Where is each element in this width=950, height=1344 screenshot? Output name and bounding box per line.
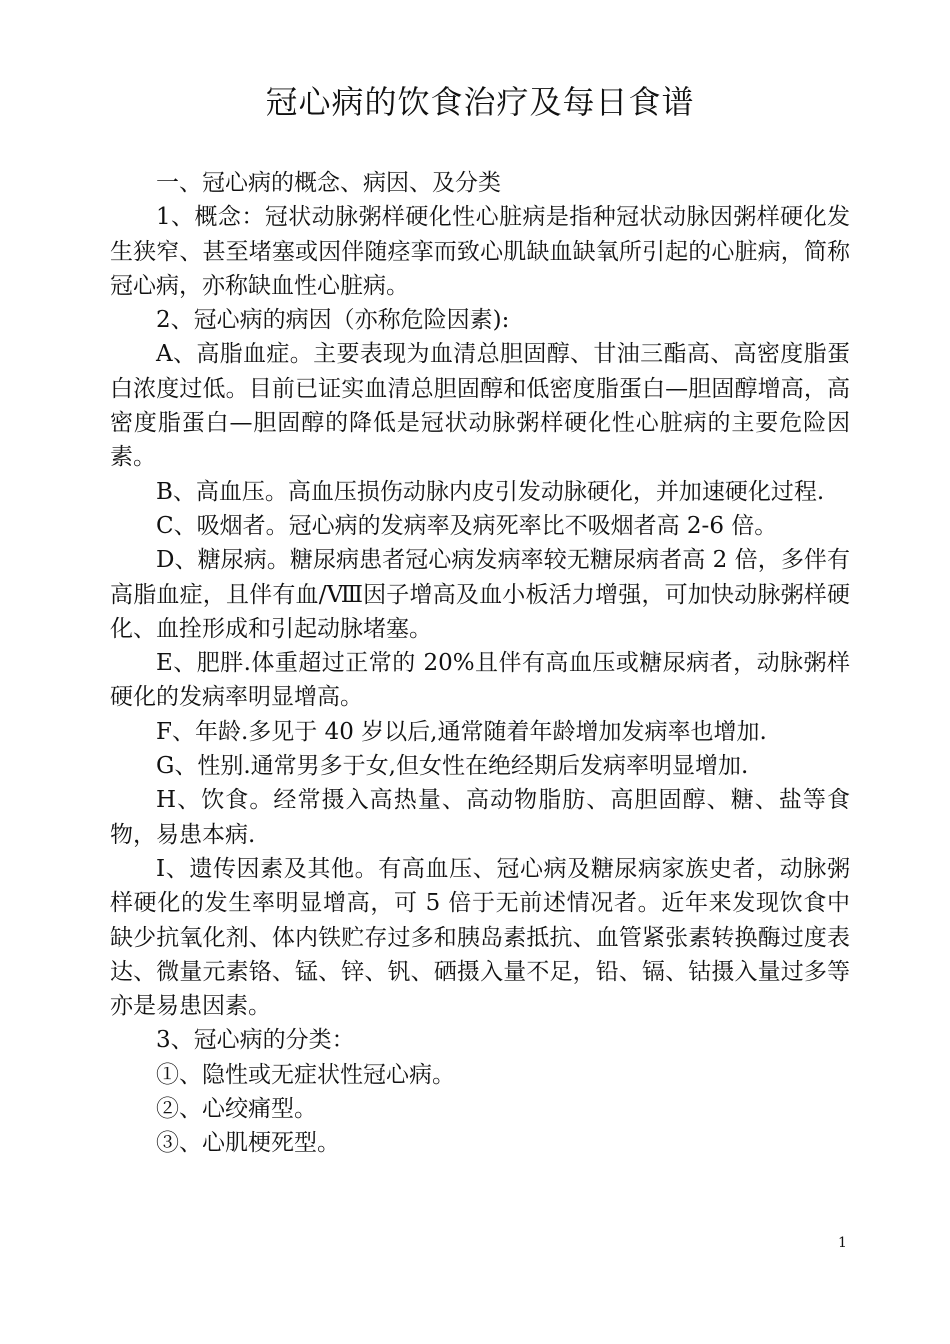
list-item-type-1: ①、隐性或无症状性冠心病。 xyxy=(156,1061,455,1088)
list-item-type-2: ②、心绞痛型。 xyxy=(156,1096,317,1123)
paragraph-cause-c: C、吸烟者。冠心病的发病率及病死率比不吸烟者高 2-6 倍。 xyxy=(156,512,778,539)
document-title: 冠心病的饮食治疗及每日食谱 xyxy=(265,83,695,121)
paragraph-cause-i: I、遗传因素及其他。有高血压、冠心病及糖尿病家族史者，动脉粥样硬化的发生率明显增高，可 5 倍于无前述情况者。近年来发现饮食中缺少抗氧化剂、体内铁贮存过多和胰岛素抵抗、血管紧张素转换酶过度表达、微量元素铬、锰、锌、钒、硒摄入量不足，铅、镉、钴摄入量过多等亦是易患因素。 xyxy=(110,855,850,1020)
document-body xyxy=(110,166,850,1161)
paragraph-types-heading: 3、冠心病的分类： xyxy=(156,1027,355,1054)
paragraph-cause-d: D、糖尿病。糖尿病患者冠心病发病率较无糖尿病者高 2 倍，多伴有高脂血症，且伴有血/Ⅷ因子增高及血小板活力增强，可加快动脉粥样硬化、血拴形成和引起动脉堵塞。 xyxy=(110,547,850,642)
list-item-type-3: ③、心肌梗死型。 xyxy=(156,1130,340,1157)
paragraph-causes-heading: 2、冠心病的病因（亦称危险因素): xyxy=(156,307,510,334)
section-heading: 一、冠心病的概念、病因、及分类 xyxy=(156,170,501,196)
paragraph-cause-b: B、高血压。高血压损伤动脉内皮引发动脉硬化，并加速硬化过程. xyxy=(156,478,825,505)
page-number: 1 xyxy=(838,1235,847,1251)
paragraph-cause-a: A、高脂血症。主要表现为血清总胆固醇、甘油三酯高、高密度脂蛋白浓度过低。目前已证实血清总胆固醇和低密度脂蛋白—胆固醇增高，高密度脂蛋白—胆固醇的降低是冠状动脉粥样硬化性心脏病的主要危险因素。 xyxy=(110,341,850,471)
paragraph-cause-h: H、饮食。经常摄入高热量、高动物脂肪、高胆固醇、糖、盐等食物，易患本病. xyxy=(110,787,850,848)
paragraph-concept: 1、概念：冠状动脉粥样硬化性心脏病是指种冠状动脉因粥样硬化发生狭窄、甚至堵塞或因伴随痉挛而致心肌缺血缺氧所引起的心脏病，简称冠心病，亦称缺血性心脏病。 xyxy=(110,204,850,299)
paragraph-cause-e: E、肥胖.体重超过正常的 20%且伴有高血压或糖尿病者，动脉粥样硬化的发病率明显增高。 xyxy=(110,650,850,711)
paragraph-cause-g: G、性别.通常男多于女,但女性在绝经期后发病率明显增加. xyxy=(156,753,749,780)
paragraph-cause-f: F、年龄.多见于 40 岁以后,通常随着年龄增加发病率也增加. xyxy=(156,718,767,745)
